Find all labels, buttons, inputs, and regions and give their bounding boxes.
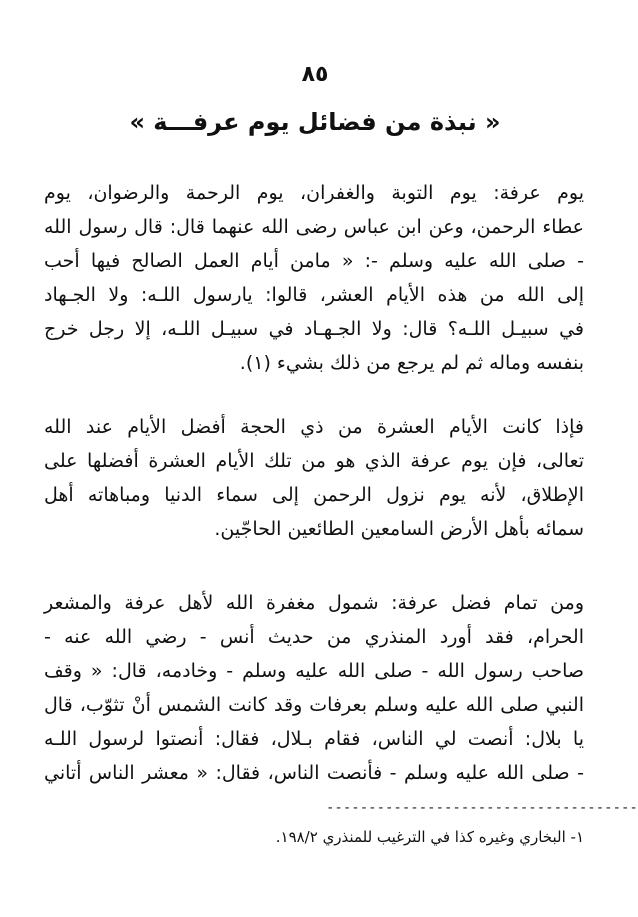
paragraph-line: بنفسه وماله ثم لم يرجع من ذلك بشيء (١). (239, 352, 584, 374)
paragraph-1 (44, 176, 584, 380)
paragraph-line: صاحب رسول الله - صلى الله عليه وسلم - وخادمه، قال: « وقف (44, 660, 584, 682)
paragraph-line: إلى الله من هذه الأيام العشر، قالوا: يارسول اللـه: ولا الجـهاد (44, 284, 584, 306)
paragraph-line: فإذا كانت الأيام العشرة من ذي الحجة أفضل الأيام عند الله (44, 416, 584, 438)
paragraph-line: - صلى الله عليه وسلم - فأنصت الناس، فقال: « معشر الناس أتاني (44, 762, 584, 784)
paragraph-line: سمائه بأهل الأرض السامعين الطائعين الحاجّين. (214, 518, 584, 540)
footnote-separator: ------------------------------------- (326, 800, 638, 816)
paragraph-line: الإطلاق، لأنه يوم نزول الرحمن إلى سماء الدنيا ومباهاته أهل (44, 484, 584, 506)
paragraph-line: - صلى الله عليه وسلم -: « مامن أيام العمل الصالح فيها أحب (44, 250, 584, 272)
paragraph-line: ومن تمام فضل عرفة: شمول مغفرة الله لأهل عرفة والمشعر (44, 592, 584, 614)
paragraph-line: يوم عرفة: يوم التوبة والغفران، يوم الرحمة والرضوان، يوم (44, 182, 584, 204)
paragraph-2 (44, 410, 584, 546)
paragraph-line: الحرام، فقد أورد المنذري من حديث أنس - رضي الله عنه - (44, 626, 584, 648)
paragraph-line: النبي صلى الله عليه وسلم بعرفات وقد كانت الشمس أنْ تثوّب، قال (44, 694, 584, 716)
paragraph-line: عطاء الرحمن، وعن ابن عباس رضى الله عنهما قال: قال رسول الله (44, 216, 584, 238)
page-title: « نبذة من فضائل يوم عرفـــة » (129, 108, 501, 136)
paragraph-line: تعالى، فإن يوم عرفة الذي هو من تلك الأيام العشرة أفضلها على (44, 450, 584, 472)
paragraph-3 (44, 586, 584, 790)
page-number: ٨٥ (301, 62, 329, 87)
footnote: ١- البخاري وغيره كذا في الترغيب للمنذري ١٩٨/٢. (275, 828, 584, 846)
paragraph-line: في سبيـل اللـه؟ قال: ولا الجـهـاد في سبيـل اللـه، إلا رجل خرج (44, 318, 584, 340)
paragraph-line: يا بلال: أنصت لي الناس، فقام بـلال، فقال: أنصتوا لرسول اللـه (44, 728, 584, 750)
